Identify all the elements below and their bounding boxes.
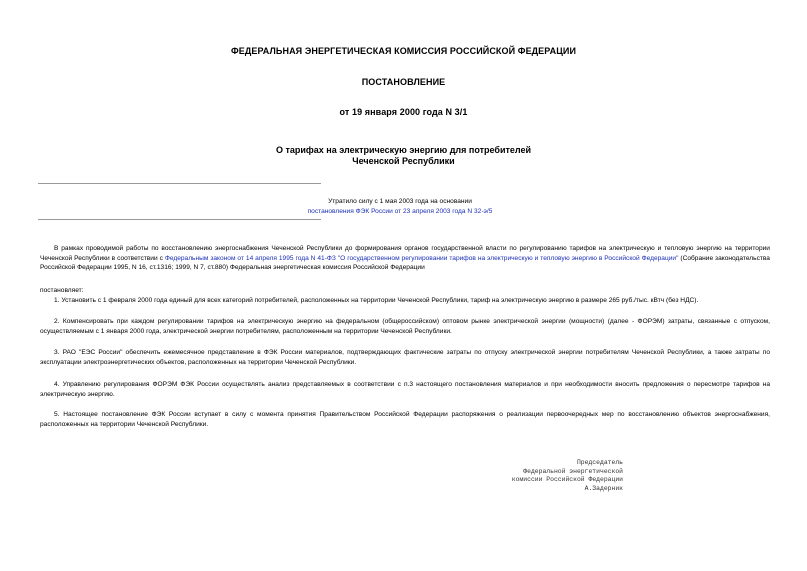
intro-paragraph	[40, 244, 770, 273]
document-subject	[0, 145, 807, 167]
divider-top	[38, 183, 321, 184]
status-note	[290, 197, 510, 217]
signature-line-1: Председатель	[576, 459, 623, 466]
item-paragraph-2: 2. Компенсировать при каждом регулировании тарифов на электрическую энергию на федеральном (общероссийском) оптовом рынке электрической энергии (мощности) (далее - ФОРЭМ) затраты, связанные с отпуском, осуществляемым с 1 января 2000 года, электрической энергии потребителям, расположенным на территории Чеченской Республики.	[40, 318, 770, 335]
agency-title: ФЕДЕРАЛЬНАЯ ЭНЕРГЕТИЧЕСКАЯ КОМИССИЯ РОССИЙСКОЙ ФЕДЕРАЦИИ	[230, 46, 577, 56]
intro-text-after: (Собрание законодательства Российской Федерации 1995, N 16, ст.1316; 1999, N 7, ст.880) Федеральная энергетическая комиссия Российской Федерации	[40, 254, 770, 272]
subject-line-1: О тарифах на электрическую энергию для потребителей	[275, 145, 532, 155]
intro-text-before: В рамках проводимой работы по восстановлению энергоснабжения Чеченской Республики до формирования органов государственной власти по регулированию тарифов на электрическую и тепловую энергию на территории Чеченской Республики в соответствии с	[40, 245, 770, 262]
divider-bottom	[38, 219, 321, 220]
item-paragraph-4: 4. Управлению регулирования ФОРЭМ ФЭК России осуществлять анализ представляемых в соответствии с п.3 настоящего постановления материалов и при необходимости вносить предложения о пересмотре тарифов на электрическую энергию.	[40, 381, 770, 398]
document-type: ПОСТАНОВЛЕНИЕ	[361, 77, 446, 87]
signature-line-3: комиссии Российской Федерации	[511, 476, 623, 484]
item-paragraph-3: 3. РАО "ЕЭС России" обеспечить ежемесячное представление в ФЭК России материалов, подтверждающих фактические затраты по отпуску электрической энергии потребителям Чеченской Республики, а также затраты по эксплуатации электроэнергетических объектов, расположенных на территории Чеченской Республики.	[40, 349, 770, 366]
status-link[interactable]: постановления ФЭК России от 23 апреля 2003 года N 32-э/5	[307, 208, 493, 215]
document-date-number: от 19 января 2000 года N 3/1	[339, 107, 468, 117]
law-link[interactable]: Федеральным законом от 14 апреля 1995 года N 41-ФЗ "О государственном регулировании тарифов на электрическую и тепловую энергию в Российской Федерации"	[164, 254, 679, 262]
signature-line-2: Федеральной энергетической	[523, 467, 623, 475]
item-paragraph-1: 1. Установить с 1 февраля 2000 года единый для всех категорий потребителей, расположенных на территории Чеченской Республики, тариф на электрическую энергию в размере 265 руб./тыс. кВтч (без НДС).	[54, 297, 699, 304]
resolves-label: постановляет:	[40, 287, 84, 294]
status-text: Утратило силу с 1 мая 2003 года на основании	[328, 198, 472, 205]
signature-name: А.Задерник	[584, 484, 623, 492]
subject-line-2: Чеченской Республики	[352, 156, 455, 166]
item-paragraph-5: 5. Настоящее постановление ФЭК России вступает в силу с момента принятия Правительством Российской Федерации распоряжения о реализации первоочередных мер по восстановлению объектов энергоснабжения, расположенных на территории Чеченской Республики.	[40, 411, 770, 428]
signature-block	[512, 459, 623, 493]
